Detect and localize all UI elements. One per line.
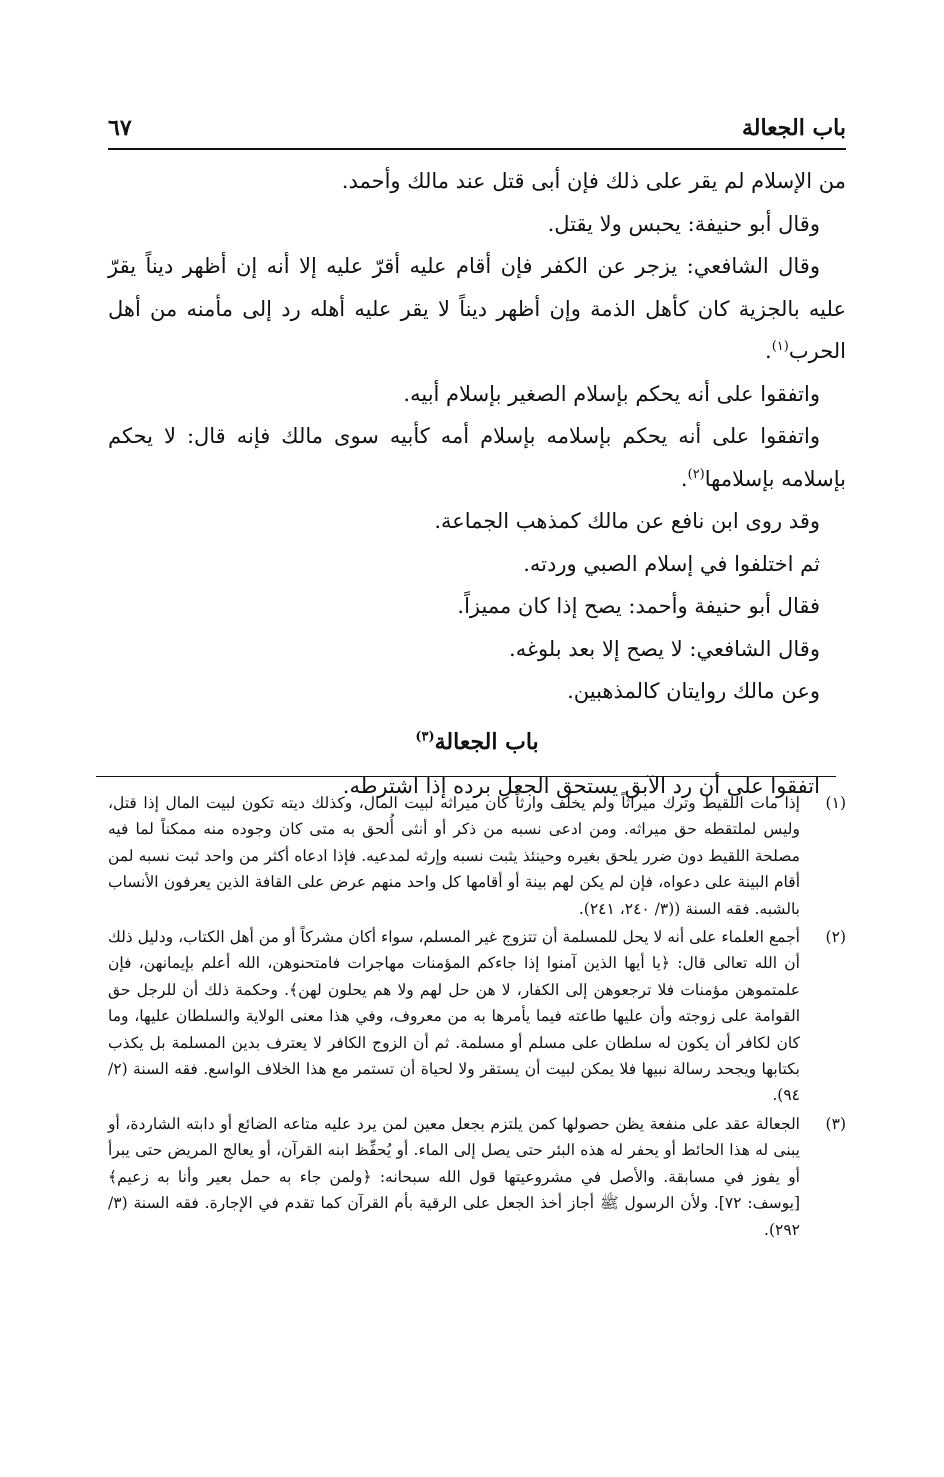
- paragraph: فقال أبو حنيفة وأحمد: يصح إذا كان مميزاً.: [457, 594, 820, 618]
- footnote: [108, 924, 846, 1109]
- footnote-text: أجمع العلماء على أنه لا يحل للمسلمة أن تتزوج غير المسلم، سواء أكان مشركاً أو من أهل الكتاب، ودليل ذلك أن الله تعالى قال: ﴿يا أيها الذين آمنوا إذا جاءكم المؤمنات مهاجرات فامتحنوهن، الله أعلم بإيمانهن، فإن علمتموهن مؤمنات فلا ترجعوهن إلى الكفار، لا هن حل لهم ولا هم يحلون لهن﴾. وحكمة ذلك أن للرجل حق القوامة على زوجته وأن عليها طاعته فيما يأمرها به من معروف، وفي هذا معنى الولاية والسلطان عليها، وما كان لكافر أن يكون له سلطان على مسلم أو مسلمة. ثم أن الزوج الكافر لا يعترف بدين المسلمة بل يكذب بكتابها ويجحد رسالة نبيها فلا يمكن لبيت أن يستقر ولا لحياة أن تستمر مع هذا الخلاف الواسع. فقه السنة (٢/ ٩٤).: [108, 928, 800, 1105]
- paragraph: وقال الشافعي: لا يصح إلا بعد بلوغه.: [509, 636, 820, 661]
- footnotes: [108, 790, 846, 1245]
- footnote: [108, 1111, 846, 1243]
- footnote-ref[interactable]: (٣): [415, 729, 435, 745]
- page-header: [108, 112, 846, 150]
- paragraph: واتفقوا على أنه يحكم بإسلامه بإسلام أمه كأبيه سوى مالك فإنه قال: لا يحكم بإسلامه بإسلامها$^{(٢)}$.: [108, 424, 846, 491]
- paragraph: وقال الشافعي: يزجر عن الكفر فإن أقام عليه أقرّ عليه إلا أنه إن أظهر ديناً يقرّ عليه بالجزية كان كأهل الذمة وإن أظهر ديناً لا يقر عليه أهله رد إلى مأمنه من أهل الحرب$^{(١)}$.: [108, 254, 846, 363]
- paragraph: اتفقوا على أن رد الآبق يستحق الجعل برده إذا اشترطه.: [342, 774, 820, 798]
- footnote-text: الجعالة عقد على منفعة يظن حصولها كمن يلتزم بجعل معين لمن يرد عليه متاعه الضائع أو دابته الشاردة، أو يبنى له هذا الحائط أو يحفر له هذه البئر حتى يصل إلى الماء. أو يُحفِّظ ابنه القرآن، أو يعالج المريض حتى يبرأ أو يفوز في مسابقة. والأصل في مشروعيتها قول الله سبحانه: ﴿ولمن جاء به حمل بعير وأنا به زعيم﴾ [يوسف: ٧٢]. ولأن الرسول ﷺ أجاز أخذ الجعل على الرقية بأم القرآن كما تقدم في الإجارة. فقه السنة (٣/ ٢٩٢).: [108, 1114, 801, 1239]
- section-heading: باب الجعالة$^{(٣)}$: [415, 728, 539, 755]
- main-text: [108, 160, 846, 808]
- paragraph: وقد روى ابن نافع عن مالك كمذهب الجماعة.: [434, 509, 820, 533]
- paragraph: وعن مالك روايتان كالمذهبين.: [567, 679, 820, 703]
- footnote-text: إذا مات اللقيط وترك ميراثاً ولم يخلف وارثاً كان ميراثه لبيت المال، وكذلك ديته تكون لبيت المال إذا قتل، وليس لملتقطه حق ميراثه. ومن ادعى نسبه من ذكر أو أنثى أُلحق به متى كان وجوده منه ممكناً لما فيه مصلحة اللقيط دون ضرر يلحق بغيره وحينئذ يثبت نسبه وإرثه لمدعيه. فإذا ادعاه أكثر من واحد ثبت نسبه لمن أقام البينة على دعواه، فإن لم يكن لهم بينة أو أقامها كل واحد منهم عرض على القافة الذين يعرفون الأنساب بالشبه. فقه السنة ((٣/ ٢٤٠، ٢٤١).: [108, 794, 800, 918]
- footnote-ref[interactable]: (٢): [687, 466, 705, 482]
- footnote-divider: [96, 776, 836, 777]
- footnote-ref[interactable]: (١): [771, 339, 789, 354]
- footnote-number: (٢): [825, 928, 846, 947]
- footnote-number: (٣): [825, 1114, 846, 1133]
- footnote: [108, 790, 846, 922]
- footnote-number: (١): [825, 794, 846, 812]
- paragraph: واتفقوا على أنه يحكم بإسلام الصغير بإسلام أبيه.: [403, 381, 820, 406]
- running-title: باب الجعالة: [741, 115, 846, 141]
- paragraph: ثم اختلفوا في إسلام الصبي وردته.: [523, 551, 820, 576]
- page-number: ٦٧: [108, 115, 132, 141]
- paragraph: وقال أبو حنيفة: يحبس ولا يقتل.: [547, 211, 820, 236]
- paragraph: من الإسلام لم يقر على ذلك فإن أبى قتل عند مالك وأحمد.: [341, 169, 846, 193]
